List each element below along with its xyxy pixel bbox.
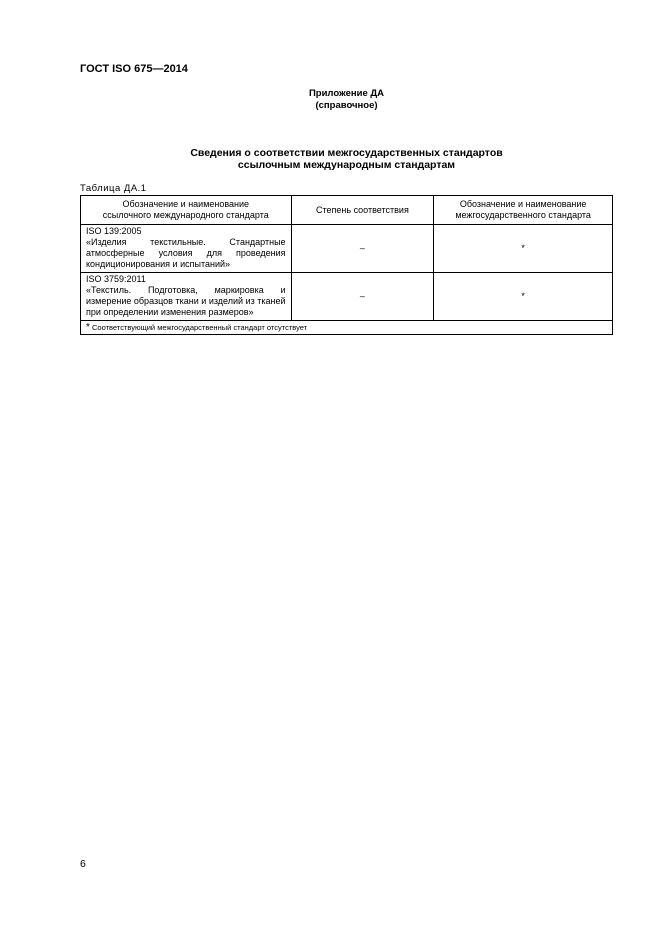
section-title (0, 147, 661, 171)
document-code: ГОСТ ISO 675—2014 (80, 63, 188, 75)
standard-name: «Текстиль. Подготовка, маркировка и измерение образцов ткани и изделий из тканей при определении изменения размеров» (86, 285, 286, 317)
header-interstate-standard (434, 196, 613, 225)
standard-code: ISO 139:2005 (86, 226, 142, 236)
table-footnote-row (81, 321, 613, 335)
table-header-row (81, 196, 613, 225)
header-cell-line: ссылочного международного стандарта (102, 210, 269, 220)
annex-title: Приложение ДА (308, 88, 385, 99)
interstate-standard-cell: * (434, 225, 613, 273)
table-row (81, 273, 613, 321)
header-cell-line: межгосударственного стандарта (455, 210, 591, 220)
standard-name: «Изделия текстильные. Стандартные атмосферные условия для проведения кондиционирования и испытаний» (86, 237, 286, 269)
table-row (81, 225, 613, 273)
annex-heading (0, 88, 661, 112)
standards-correspondence-table (80, 195, 613, 335)
annex-subtitle: (справочное) (315, 100, 378, 111)
table-footnote (81, 321, 613, 335)
section-title-line-2: ссылочным международным стандартам (237, 159, 456, 171)
footnote-text: Соответствующий межгосударственный стандарт отсутствует (89, 323, 308, 332)
page-number: 6 (80, 858, 86, 870)
international-standard-cell (81, 225, 292, 273)
degree-cell: – (291, 273, 434, 321)
footnote-mark: * (86, 322, 90, 333)
header-cell-line: Обозначение и наименование (459, 199, 587, 209)
standard-code: ISO 3759:2011 (86, 274, 146, 284)
section-title-line-1: Сведения о соответствии межгосударственных стандартов (190, 147, 503, 159)
international-standard-cell (81, 273, 292, 321)
header-degree (291, 196, 434, 225)
table-caption: Таблица ДА.1 (80, 183, 147, 194)
interstate-standard-cell: * (434, 273, 613, 321)
header-cell-line: Степень соответствия (316, 204, 409, 215)
header-cell-line: Обозначение и наименование (122, 199, 250, 209)
degree-cell: – (291, 225, 434, 273)
header-international-standard (81, 196, 292, 225)
